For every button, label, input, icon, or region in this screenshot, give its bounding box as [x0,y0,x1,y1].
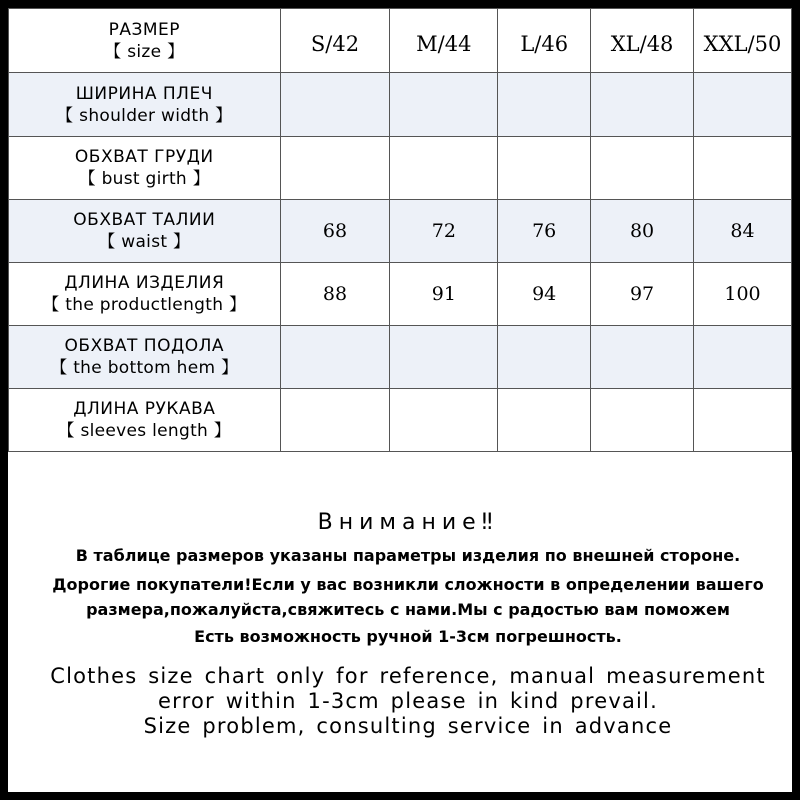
value-cell [280,137,390,200]
row-label-cell [9,326,281,389]
value-cell [591,137,694,200]
row-bust-girth [9,137,792,200]
value-cell [694,137,792,200]
row-label-cell [9,200,281,263]
notice-en-line-3: Size problem, consulting service in advance [143,714,673,738]
notice-en-line-1: Clothes size chart only for reference, manual measurement [50,664,766,688]
row-bottom-hem [9,326,792,389]
notice-en-block [16,664,800,739]
row-label-ru: ШИРИНА ПЛЕЧ [75,83,213,104]
size-table [8,8,792,452]
value-cell: 94 [498,263,591,326]
value-cell [390,137,498,200]
row-label-en: 【 bust girth 】 [78,169,211,189]
value-cell [498,73,591,137]
size-header-l46: L/46 [498,9,591,73]
row-label-cell [9,73,281,137]
value-cell [280,73,390,137]
notice-en-line-2: error within 1-3cm please in kind prevail. [158,689,658,713]
size-label-ru: РАЗМЕР [108,19,181,40]
value-cell [498,326,591,389]
row-label-ru: ДЛИНА ИЗДЕЛИЯ [64,273,225,293]
row-label-ru: ОБХВАТ ПОДОЛА [64,336,225,356]
row-sleeves-length [9,389,792,452]
row-label-ru: ОБХВАТ ГРУДИ [74,147,214,167]
size-header-xxl50: XXL/50 [694,9,792,73]
row-label-en: 【 shoulder width 】 [56,105,233,126]
row-label-en: 【 waist 】 [98,232,191,252]
value-cell [591,326,694,389]
notice-ru-line-1: В таблице размеров указаны параметры изделия по внешней стороне. [75,546,741,565]
value-cell: 100 [694,263,792,326]
size-header-m44: M/44 [390,9,498,73]
value-cell: 88 [280,263,390,326]
row-waist [9,200,792,263]
value-cell [390,389,498,452]
row-shoulder-width [9,73,792,137]
row-label-en: 【 the bottom hem 】 [50,358,239,378]
row-label-en: 【 sleeves length 】 [57,421,232,441]
value-cell [280,326,390,389]
value-cell [390,326,498,389]
value-cell [390,73,498,137]
row-label-ru: ОБХВАТ ТАЛИИ [73,210,216,230]
value-cell [694,326,792,389]
row-label-cell [9,137,281,200]
value-cell: 72 [390,200,498,263]
value-cell [591,73,694,137]
value-cell [591,389,694,452]
value-cell [498,137,591,200]
value-cell: 97 [591,263,694,326]
value-cell: 80 [591,200,694,263]
row-label-cell [9,263,281,326]
table-header-row [9,9,792,73]
notice-title: Внимание‼ [317,510,499,535]
row-label-en: 【 the productlength 】 [42,295,247,315]
value-cell [694,73,792,137]
size-header-s42: S/42 [280,9,390,73]
notice-ru-line-3: размера,пожалуйста,свяжитесь с нами.Мы с радостью вам поможем [86,600,730,619]
notice-ru-line-2: Дорогие покупатели!Если у вас возникли сложности в определении вашего [52,575,764,594]
size-label-cell [9,9,281,73]
value-cell: 76 [498,200,591,263]
row-label-ru: ДЛИНА РУКАВА [73,399,216,419]
row-product-length [9,263,792,326]
value-cell [694,389,792,452]
size-label-en: 【 size 】 [104,41,185,62]
row-label-cell [9,389,281,452]
value-cell [280,389,390,452]
value-cell: 91 [390,263,498,326]
size-header-xl48: XL/48 [591,9,694,73]
value-cell: 68 [280,200,390,263]
value-cell: 84 [694,200,792,263]
value-cell [498,389,591,452]
notice-ru-line-4: Есть возможность ручной 1-3см погрешность. [194,627,622,646]
